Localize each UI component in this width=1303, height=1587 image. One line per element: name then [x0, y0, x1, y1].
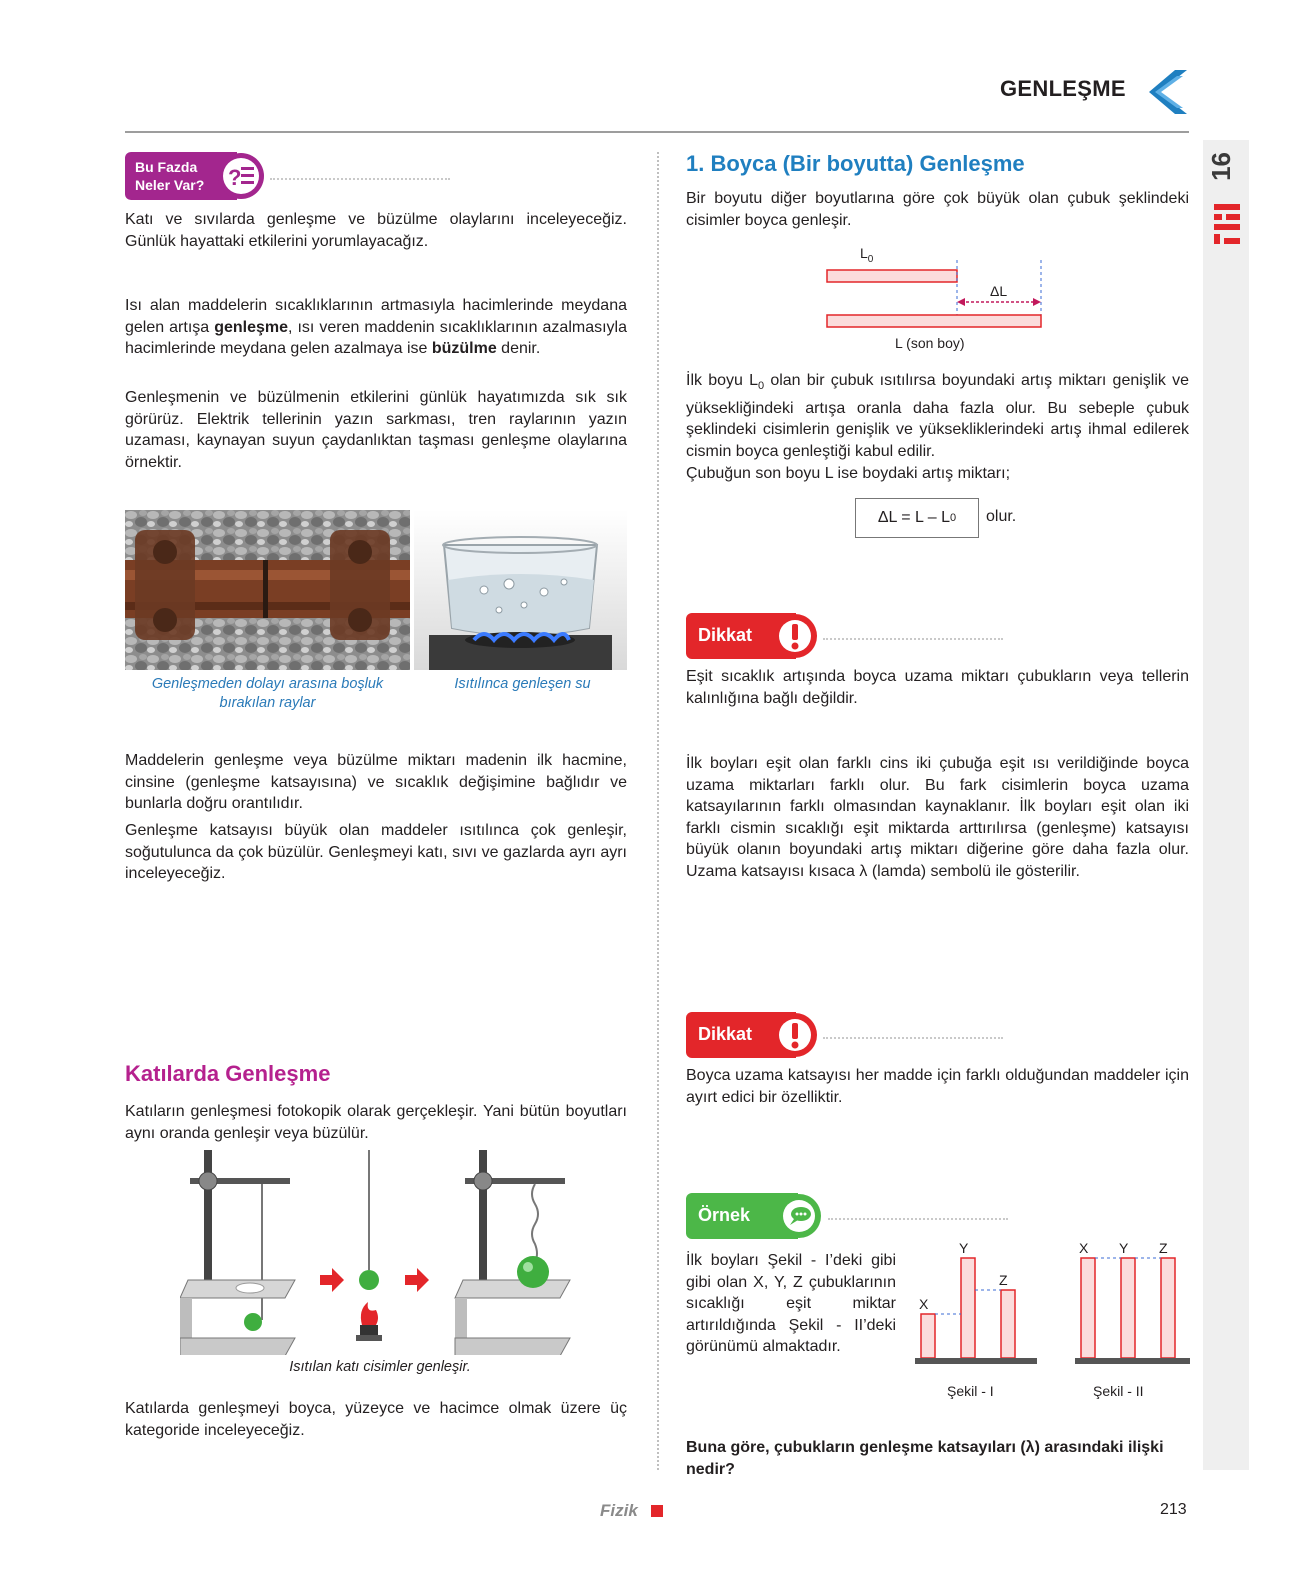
dikkat-text-1: Eşit sıcaklık artışında boyca uzama miktarı çubukların veya tellerin kalınlığına bağlı değildir. — [686, 668, 1189, 707]
dikkat-badge-2 — [686, 1012, 819, 1058]
fig-label-delta-L: ΔL — [990, 283, 1008, 299]
solids-caption: Isıtılan katı cisimler genleşir. — [289, 1359, 471, 1375]
chevron-left-icon — [1147, 68, 1191, 116]
linear-expansion-title: 1. Boyca (Bir boyutta) Genleşme — [686, 151, 1025, 176]
rod-expansion-figure — [825, 260, 1055, 335]
bar-label-y-fig2: Y — [1119, 1240, 1129, 1256]
example-bar-figures — [915, 1245, 1190, 1395]
linear-intro-paragraph: Bir boyutu diğer boyutlarına göre çok büyük olan çubuk şeklindeki cisimler boyca genleşir. — [686, 190, 1189, 229]
badge-line-2: Neler Var? — [135, 177, 205, 193]
coefficient-explanation: İlk boyları eşit olan farklı cins iki çubuğa eşit ısı verildiğinde boyca uzama miktarları farklı olur. Bu fark cisimlerin boyca uzama katsayılarının farklı olmasından kaynaklanır. İlk boyları eşit olan iki farklı cismin sıcaklığı eşit miktarda arttırılırsa (genleşme) katsayısı büyük olanın boyundaki artış miktarı diğerine göre daha fazla olur. Uzama katsayısı kısaca λ (lamda) sembolü ile gösterilir. — [686, 755, 1189, 880]
rails-photo — [125, 510, 410, 670]
dots-separator — [270, 178, 450, 180]
bar-label-x-fig2: X — [1079, 1240, 1089, 1256]
rod-paragraph: İlk boyu $L_0$ olan bir çubuk ısıtılırsa boyundaki artış miktarı genişlik ve yüksekliğindeki artışa oranla daha fazla olur. Bu sebeple çubuk şeklindeki cisimlerin genişlik ve yüksekliklerindeki artış ihmal edilerek cismin boyca genleştiği kabul edilir. — [686, 372, 1190, 460]
solids-section-title: Katılarda Genleşme — [125, 1061, 331, 1086]
formula-suffix: olur. — [986, 508, 1017, 525]
solids-paragraph: Katıların genleşmesi fotokopik olarak gerçekleşir. Yani bütün boyutları aynı oranda genleşir veya büzülür. — [125, 1103, 627, 1142]
question-list-icon — [217, 152, 265, 200]
footer-square — [651, 1505, 663, 1517]
fig-label-L0: $L_0$ — [860, 245, 874, 265]
dikkat-badge-1 — [686, 613, 819, 659]
ornek-label: Örnek — [698, 1205, 751, 1225]
example-question: Buna göre, çubukların genleşme katsayıları (λ) arasındaki ilişki nedir? — [686, 1439, 1164, 1478]
amount-paragraph: Maddelerin genleşme veya büzülme miktarı madenin ilk hacmine, cinsine (genleşme katsayısına) ve sıcaklık değişimine bağlıdır ve bunlarla doğru orantılıdır. — [125, 752, 627, 812]
exclamation-icon — [772, 613, 818, 659]
dots-separator — [823, 1037, 1003, 1039]
ball-ring-experiment — [180, 1150, 590, 1355]
page-header-title: GENLEŞME — [1000, 76, 1126, 101]
coefficient-paragraph: Genleşme katsayısı büyük olan maddeler ısıtılınca çok genleşir, soğutulunca da çok büzülür. Genleşmeyi katı, sıvı ve gazlarda ayrı ayrı inceleyeceğiz. — [125, 822, 627, 882]
fizik-logo-icon — [1210, 200, 1244, 250]
bar-label-x-fig1: X — [919, 1296, 929, 1312]
unit-number: 16 — [1206, 152, 1236, 181]
page-number: 213 — [1160, 1501, 1187, 1518]
fig2-label: Şekil - II — [1093, 1383, 1144, 1399]
svg-text:?: ? — [228, 165, 242, 190]
speech-bubble-icon — [776, 1193, 822, 1239]
header-rule — [125, 131, 1189, 133]
badge-bu-fazda — [125, 152, 265, 200]
bar-label-z-fig1: Z — [999, 1272, 1008, 1288]
dots-separator — [823, 638, 1003, 640]
dikkat-text-2: Boyca uzama katsayısı her madde için farklı olduğundan maddeler için ayırt edici bir özelliktir. — [686, 1067, 1189, 1106]
badge-line-1: Bu Fazda — [135, 159, 198, 175]
example-text: İlk boyları Şekil - I’deki gibi gibi olan X, Y, Z çubuklarının sıcaklığı eşit miktar artırıldığında Şekil - II’deki görünümü almaktadır. — [686, 1252, 896, 1355]
ornek-badge — [686, 1193, 823, 1239]
bar-label-z-fig2: Z — [1159, 1240, 1168, 1256]
final-length-paragraph: Çubuğun son boyu L ise boydaki artış miktarı; — [686, 465, 1011, 482]
formula-box: ΔL = L – L 0 — [855, 498, 979, 538]
bar-label-y-fig1: Y — [959, 1240, 969, 1256]
caption-water: Isıtılınca genleşen su — [454, 676, 591, 692]
dikkat-label-2: Dikkat — [698, 1024, 753, 1044]
footer-subject: Fizik — [600, 1501, 638, 1520]
dots-separator — [828, 1218, 1008, 1220]
dikkat-label-1: Dikkat — [698, 625, 753, 645]
solids-categories-paragraph: Katılarda genleşmeyi boyca, yüzeyce ve hacimce olmak üzere üç kategoride inceleyeceğiz. — [125, 1400, 627, 1439]
caption-rails: Genleşmeden dolayı arasına boşluk bırakılan raylar — [151, 676, 384, 711]
exclamation-icon — [772, 1012, 818, 1058]
boiling-water-photo — [414, 510, 627, 670]
side-band — [1203, 140, 1249, 1470]
column-divider — [657, 152, 659, 1470]
intro-text: Katı ve sıvılarda genleşme ve büzülme olaylarını inceleyeceğiz. Günlük hayattaki etkilerini yorumlayacağız. — [125, 211, 627, 250]
effects-paragraph: Genleşmenin ve büzülmenin etkilerini günlük hayatımızda sık sık görürüz. Elektrik tellerinin yazın sarkması, tren raylarının yazın uzaması, kaynayan suyun çaydanlıktan taşması genleşme olaylarına örnektir. — [125, 389, 627, 471]
fig-label-L: L (son boy) — [895, 335, 965, 351]
fig1-label: Şekil - I — [947, 1383, 994, 1399]
definition-paragraph: Isı alan maddelerin sıcaklıklarının artmasıyla hacimlerinde meydana gelen artışa genleşme, ısı veren maddenin sıcaklıklarının azalmasıyla hacimlerinde meydana gelen azalmaya ise büzülme denir. — [125, 297, 627, 357]
